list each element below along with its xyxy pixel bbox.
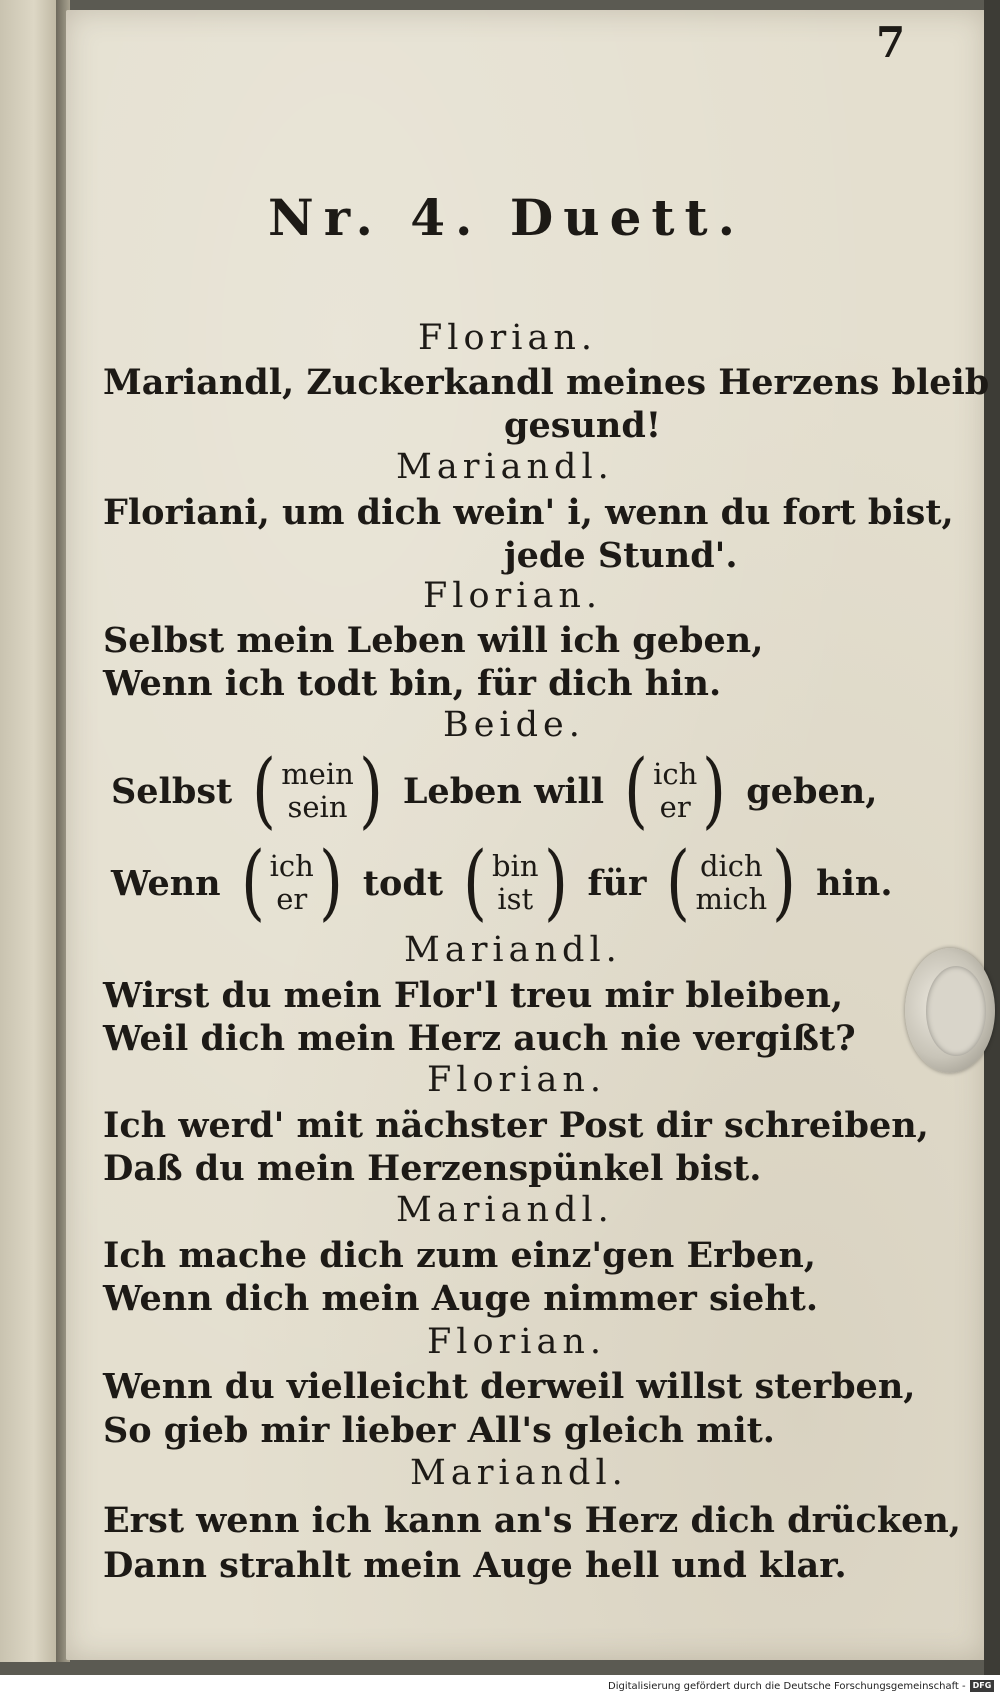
verse-line: Wirst du mein Flor'l treu mir bleiben,: [103, 975, 844, 1016]
verse-word: todt: [362, 862, 443, 904]
right-parenthesis: ): [358, 743, 383, 838]
variant-bracket: [662, 835, 800, 930]
verse-line: Erst wenn ich kann an's Herz dich drücken,: [103, 1500, 961, 1541]
dfg-logo: DFG: [970, 1680, 995, 1692]
credit-text: Digitalisierung gefördert durch die Deutsche Forschungsgemeinschaft -: [608, 1680, 966, 1692]
speaker-label: Florian.: [418, 318, 598, 358]
verse-line: gesund!: [504, 405, 662, 446]
verse-line: jede Stund'.: [504, 535, 738, 576]
left-parenthesis: (: [624, 743, 649, 838]
verse-word: Leben will: [402, 770, 605, 812]
right-parenthesis: ): [318, 835, 343, 930]
verse-line: Floriani, um dich wein' i, wenn du fort bist,: [103, 492, 954, 533]
variant-bracket: [248, 743, 387, 838]
verse-line: Selbst mein Leben will ich geben,: [103, 620, 764, 661]
speaker-label: Mariandl.: [404, 930, 622, 970]
page-right-edge: [984, 0, 1000, 1675]
variant-bracket: [459, 835, 572, 930]
variant-bottom: sein: [287, 790, 348, 824]
left-parenthesis: (: [240, 835, 265, 930]
verse-line: Wenn ich todt bin, für dich hin.: [103, 663, 722, 704]
verse-line-variants: [105, 743, 883, 838]
variant-stack: [269, 850, 315, 917]
left-parenthesis: (: [462, 835, 487, 930]
speaker-label: Florian.: [427, 1322, 607, 1362]
speaker-label: Mariandl.: [410, 1453, 628, 1493]
variant-bottom: er: [276, 882, 308, 916]
right-parenthesis: ): [702, 743, 727, 838]
left-parenthesis: (: [252, 743, 277, 838]
verse-line: So gieb mir lieber All's gleich mit.: [103, 1410, 775, 1451]
variant-stack: [694, 850, 768, 917]
variant-bracket: [237, 835, 347, 930]
verse-word: Selbst: [111, 770, 233, 812]
verse-word: geben,: [746, 770, 878, 812]
variant-bottom: ist: [497, 882, 534, 916]
left-parenthesis: (: [666, 835, 691, 930]
variant-top: ich: [269, 848, 314, 883]
speaker-label: Beide.: [443, 705, 585, 745]
variant-top: bin: [491, 848, 539, 883]
verse-line: Ich werd' mit nächster Post dir schreiben,: [103, 1105, 929, 1146]
verse-word: für: [587, 862, 647, 904]
verse-line: Dann strahlt mein Auge hell und klar.: [103, 1545, 847, 1586]
verse-line: Weil dich mein Herz auch nie vergißt?: [103, 1018, 856, 1059]
verse-line: Wenn dich mein Auge nimmer sieht.: [103, 1278, 819, 1319]
variant-bottom: er: [659, 790, 691, 824]
verse-line-variants: [105, 835, 899, 930]
speaker-label: Mariandl.: [396, 1190, 614, 1230]
variant-bracket: [620, 743, 730, 838]
variant-top: mein: [281, 756, 354, 791]
speaker-label: Mariandl.: [396, 447, 614, 487]
speaker-label: Florian.: [423, 576, 603, 616]
verse-word: hin.: [816, 862, 893, 904]
verse-line: Mariandl, Zuckerkandl meines Herzens bleib: [103, 362, 990, 403]
page-number: 7: [876, 18, 906, 67]
verse-word: Wenn: [111, 862, 221, 904]
variant-stack: [652, 758, 698, 825]
variant-bottom: mich: [695, 882, 768, 916]
speaker-label: Florian.: [427, 1060, 607, 1100]
page-clip-inner: [926, 966, 986, 1056]
right-parenthesis: ): [772, 835, 797, 930]
right-parenthesis: ): [543, 835, 568, 930]
variant-stack: [280, 758, 355, 825]
verse-line: Wenn du vielleicht derweil willst sterben,: [103, 1366, 916, 1407]
verse-line: Daß du mein Herzenspünkel bist.: [103, 1148, 762, 1189]
variant-top: dich: [699, 848, 763, 883]
facing-page-edge: [0, 0, 62, 1662]
variant-stack: [491, 850, 540, 917]
digitization-credit: [608, 1680, 994, 1692]
verse-line: Ich mache dich zum einz'gen Erben,: [103, 1235, 816, 1276]
page-title: Nr. 4. Duett.: [268, 188, 745, 247]
variant-top: ich: [653, 756, 698, 791]
